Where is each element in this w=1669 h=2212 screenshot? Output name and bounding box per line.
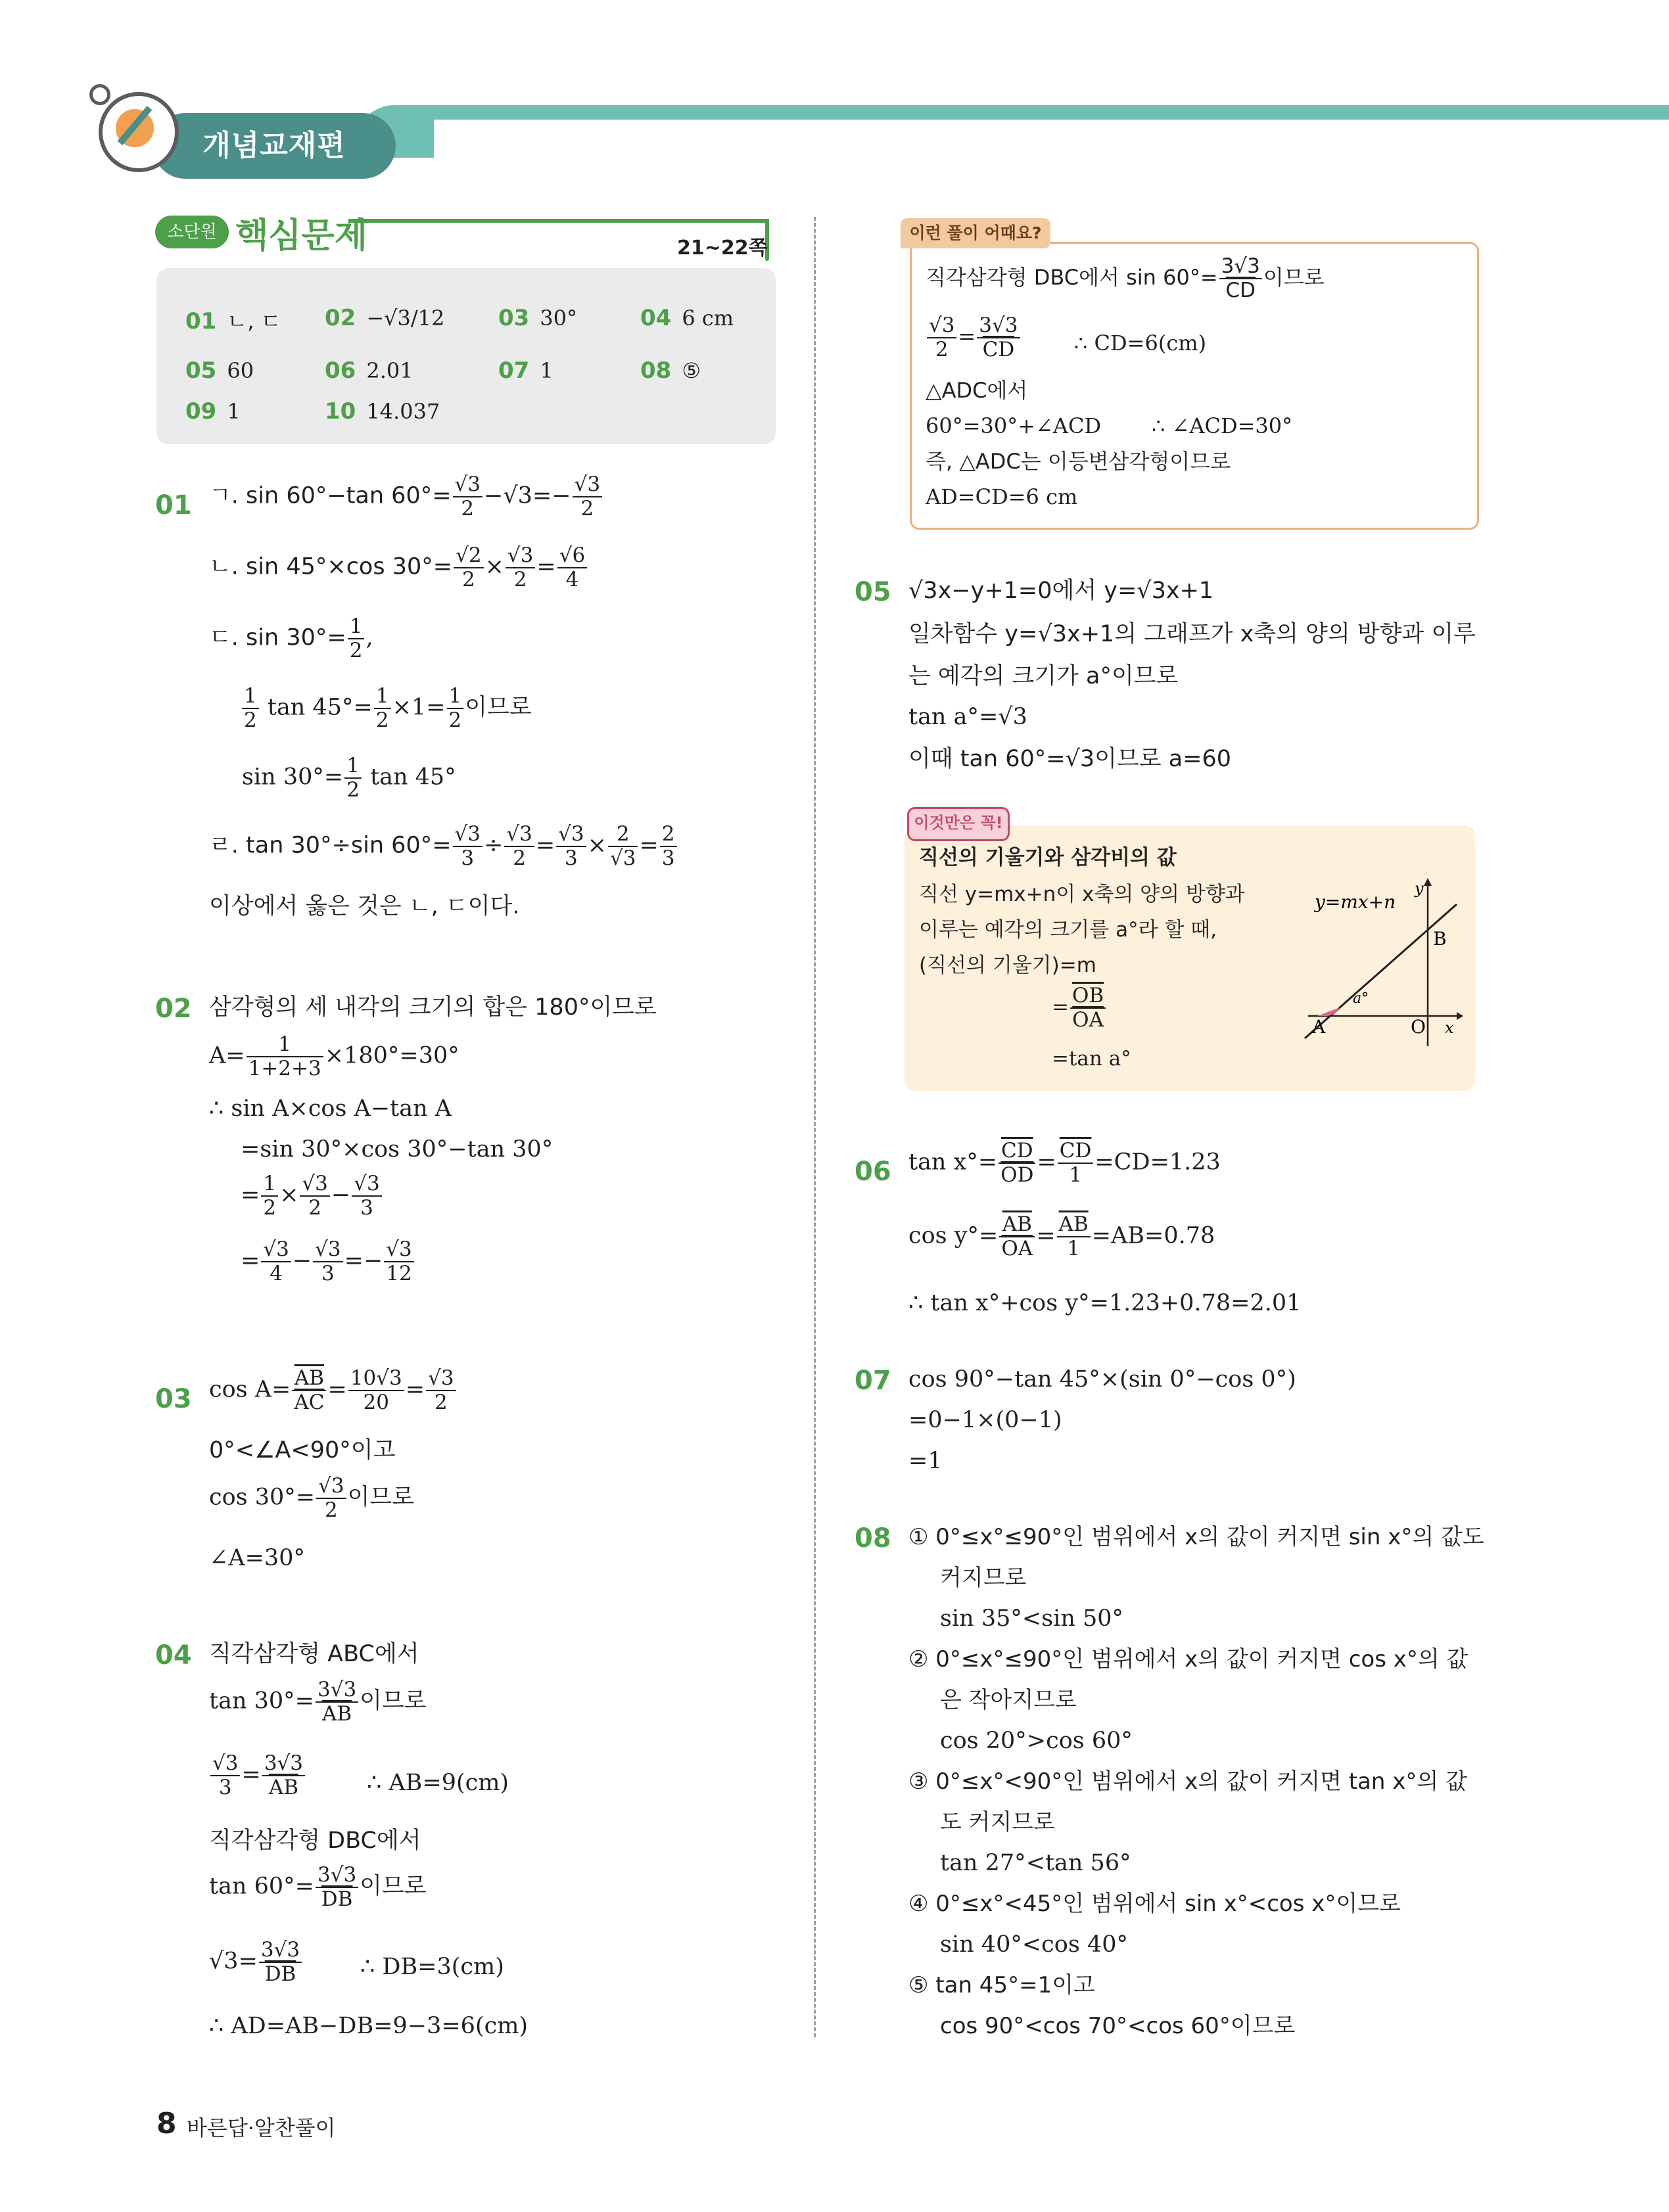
p06-line-3: ∴ tan x°+cos y°=1.23+0.78=2.01 [908, 1290, 1302, 1316]
problem-number: 02 [155, 994, 192, 1024]
section-rule [348, 219, 769, 223]
header-badge: 개념교재편 [153, 113, 396, 179]
p03-line-4: ∠A=30° [209, 1545, 305, 1571]
p08-line-4: ② 0°≤x°≤90°인 범위에서 x의 값이 커지면 cos x°의 값 [908, 1646, 1469, 1672]
section-pages: 21~22쪽 [677, 237, 768, 260]
p03-line-1: cos A= $\frac{\overline{AB}}{AC}$ = $\frac{10√3}{20}$ = $\frac{√3}{2}$ [209, 1368, 458, 1413]
p06-line-2: cos y°= $\frac{\overline{AB}}{OA}$ = $\frac{\overline{AB}}{1}$ =AB=0.78 [908, 1212, 1215, 1260]
problem-number: 03 [155, 1384, 192, 1414]
answer-01: 01 ㄴ, ㄷ [185, 308, 281, 334]
key-concept-tag: 이것만은 꼭! [907, 807, 1010, 841]
p01-line-4: $\frac{1}{2}$ tan 45°= $\frac{1}{2}$ ×1= $\frac{1}{2}$ 이므로 [241, 686, 532, 731]
key-concept-line-5: =tan a° [1052, 1047, 1131, 1071]
p06-line-1: tan x°= $\frac{\overline{CD}}{OD}$ = $\frac{\overline{CD}}{1}$ =CD=1.23 [908, 1139, 1221, 1187]
p04-line-3: $\frac{√3}{3}$ = $\frac{3√3}{AB}$ [209, 1753, 306, 1798]
p03-line-3: cos 30°= $\frac{√3}{2}$ 이므로 [209, 1474, 415, 1522]
header-bar [394, 105, 1669, 120]
p05-line-4: tan a°=√3 [908, 704, 1027, 730]
tip-line-4b: ∴ ∠ACD=30° [1152, 413, 1293, 438]
problem-number: 05 [855, 577, 891, 607]
p05-line-2: 일차함수 y=√3x+1의 그래프가 x축의 양의 방향과 이루 [908, 621, 1476, 647]
tip-line-3: △ADC에서 [926, 378, 1028, 403]
answer-05: 05 60 [185, 357, 254, 384]
answer-07: 07 1 [498, 357, 553, 384]
p08-line-12: ⑤ tan 45°=1이고 [908, 1972, 1095, 1998]
p04-line-5: tan 60°= $\frac{3√3}{DB}$ 이므로 [209, 1863, 427, 1911]
p08-line-11: sin 40°<cos 40° [940, 1931, 1128, 1958]
p05-line-3: 는 예각의 크기가 a°이므로 [908, 663, 1179, 689]
column-divider [814, 217, 816, 2037]
slope-graph [1302, 877, 1466, 1054]
key-concept-line-3: (직선의 기울기)=m [919, 954, 1096, 977]
problem-number: 06 [855, 1157, 891, 1187]
p08-line-9: tan 27°<tan 56° [940, 1850, 1131, 1876]
p02-line-4: =sin 30°×cos 30°−tan 30° [241, 1136, 553, 1163]
p01-line-6: ㄹ. tan 30°÷sin 60°= $\frac{√3}{3}$ ÷ $\frac{√3}{2}$ = $\frac{√3}{3}$ × $\frac{2}{√3}$ = $\frac{2}{3}$ [209, 824, 678, 869]
clock-knob-icon [89, 84, 110, 105]
alt-solution-tag: 이런 풀이 어때요? [901, 218, 1050, 248]
footer-title: 바른답·알찬풀이 [187, 2115, 336, 2140]
clock-icon [99, 92, 179, 172]
origin-label: O [1411, 1016, 1426, 1038]
answer-04: 04 6 cm [640, 305, 734, 331]
p02-line-2: A= $\frac{1}{1+2+3}$ ×180°=30° [209, 1032, 459, 1080]
p08-line-5: 은 작아지므로 [940, 1687, 1077, 1713]
answer-10: 10 14.037 [325, 398, 440, 425]
y-label: y [1415, 879, 1424, 898]
problem-number: 01 [155, 490, 192, 520]
p04-line-1: 직각삼각형 ABC에서 [209, 1641, 419, 1667]
key-concept-title: 직선의 기울기와 삼각비의 값 [919, 846, 1177, 869]
problem-number: 04 [155, 1640, 192, 1671]
p08-line-7: ③ 0°≤x°<90°인 범위에서 x의 값이 커지면 tan x°의 값 [908, 1768, 1467, 1795]
p07-line-2: =0−1×(0−1) [908, 1407, 1062, 1433]
problem-number: 07 [855, 1366, 891, 1396]
p04-line-2: tan 30°= $\frac{3√3}{AB}$ 이므로 [209, 1678, 427, 1726]
point-A-label: A [1312, 1016, 1326, 1038]
tip-line-2b: ∴ CD=6(cm) [1074, 331, 1207, 356]
key-concept-line-4: = $\frac{\overline{OB}}{OA}$ [1052, 986, 1107, 1030]
line-equation-label: y=mx+n [1315, 891, 1396, 913]
p08-line-10: ④ 0°≤x°<45°인 범위에서 sin x°<cos x°이므로 [908, 1891, 1401, 1917]
answer-06: 06 2.01 [325, 357, 413, 384]
answer-08: 08 ⑤ [640, 357, 701, 384]
p04-line-6b: ∴ DB=3(cm) [360, 1954, 504, 1980]
tip-line-4: 60°=30°+∠ACD [926, 413, 1102, 438]
problem-number: 08 [855, 1523, 891, 1554]
tip-line-1: 직각삼각형 DBC에서 sin 60°= $\frac{3√3}{CD}$ 이므로 [926, 254, 1325, 302]
angle-label: a° [1353, 990, 1369, 1007]
p01-line-3: ㄷ. sin 30°= $\frac{1}{2}$ , [209, 614, 373, 662]
p02-line-3: ∴ sin A×cos A−tan A [209, 1095, 452, 1122]
line-graph [1305, 904, 1457, 1038]
answer-03: 03 30° [498, 305, 578, 331]
p08-line-1: ① 0°≤x°≤90°인 범위에서 x의 값이 커지면 sin x°의 값도 [908, 1524, 1484, 1550]
p01-conclusion: 이상에서 옳은 것은 ㄴ, ㄷ이다. [209, 893, 520, 919]
p08-line-13: cos 90°<cos 70°<cos 60°이므로 [940, 2013, 1296, 2039]
p08-line-8: 도 커지므로 [940, 1809, 1056, 1835]
p05-line-5: 이때 tan 60°=√3이므로 a=60 [908, 746, 1232, 772]
p05-line-1: √3x−y+1=0에서 y=√3x+1 [908, 578, 1214, 604]
page-number: 8 [156, 2107, 177, 2140]
p01-line-1: ㄱ. sin 60°−tan 60°= $\frac{√3}{2}$ −√3=− $\frac{√3}{2}$ [209, 474, 603, 519]
x-label: x [1445, 1019, 1454, 1037]
tip-line-6: AD=CD=6 cm [926, 484, 1078, 509]
p03-line-2: 0°<∠A<90°이고 [209, 1437, 396, 1463]
point-B-label: B [1433, 928, 1447, 950]
p08-line-3: sin 35°<sin 50° [940, 1605, 1124, 1632]
key-concept-line-1: 직선 y=mx+n이 x축의 양의 방향과 [919, 883, 1245, 906]
p04-line-7: ∴ AD=AB−DB=9−3=6(cm) [209, 2013, 529, 2039]
p02-line-1: 삼각형의 세 내각의 크기의 합은 180°이므로 [209, 994, 657, 1021]
p08-line-2: 커지므로 [940, 1565, 1027, 1591]
p07-line-3: =1 [908, 1448, 943, 1474]
p04-line-6: √3= $\frac{3√3}{DB}$ [209, 1940, 303, 1985]
p08-line-6: cos 20°>cos 60° [940, 1728, 1133, 1754]
p02-line-5: = $\frac{1}{2}$ × $\frac{√3}{2}$ − $\frac{√3}{3}$ [241, 1174, 383, 1218]
answer-02: 02 −√3/12 [325, 305, 445, 331]
p07-line-1: cos 90°−tan 45°×(sin 0°−cos 0°) [908, 1366, 1296, 1393]
p02-line-6: = $\frac{√3}{4}$ − $\frac{√3}{3}$ =− $\frac{√3}{12}$ [241, 1239, 415, 1284]
p04-line-3b: ∴ AB=9(cm) [367, 1770, 509, 1796]
section-badge: 소단원 [155, 216, 229, 248]
tip-line-2: $\frac{√3}{2}$ = $\frac{3√3}{CD}$ [926, 315, 1022, 360]
section-title: 핵심문제 [235, 216, 367, 256]
key-concept-line-2: 이루는 예각의 크기를 a°라 할 때, [919, 918, 1217, 942]
p04-line-4: 직각삼각형 DBC에서 [209, 1828, 421, 1854]
answer-09: 09 1 [185, 398, 241, 425]
p01-line-5: sin 30°= $\frac{1}{2}$ tan 45° [242, 754, 456, 802]
p01-line-2: ㄴ. sin 45°×cos 30°= $\frac{√2}{2}$ × $\frac{√3}{2}$ = $\frac{√6}{4}$ [209, 545, 588, 590]
tip-line-5: 즉, △ADC는 이등변삼각형이므로 [926, 449, 1231, 474]
answer-key-box [156, 268, 776, 444]
